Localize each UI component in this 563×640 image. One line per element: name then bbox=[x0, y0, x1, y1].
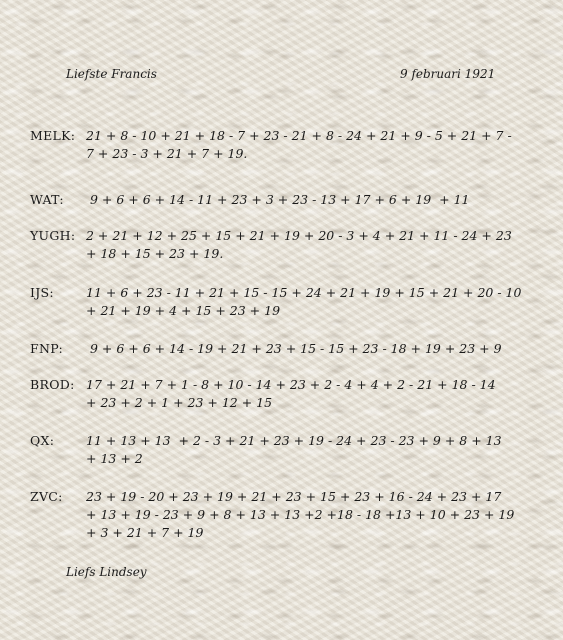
entry-row bbox=[30, 284, 540, 320]
letter-greeting: Liefste Francis bbox=[66, 67, 157, 81]
entry-value: 17 + 21 + 7 + 1 - 8 + 10 - 14 + 23 + 2 - 4 + 4 + 2 - 21 + 18 - 14 + 23 + 2 + 1 + 23 + 12 + 15 bbox=[86, 377, 496, 410]
entry-label: QX: bbox=[30, 433, 55, 448]
entry-value: 9 + 6 + 6 + 14 - 19 + 21 + 23 + 15 - 15 + 23 - 18 + 19 + 23 + 9 bbox=[86, 341, 502, 356]
letter-signoff: Liefs Lindsey bbox=[66, 565, 147, 579]
entry-label: IJS: bbox=[30, 285, 54, 300]
entry-row bbox=[30, 227, 540, 263]
entry-value: 9 + 6 + 6 + 14 - 11 + 23 + 3 + 23 - 13 + 17 + 6 + 19 + 11 bbox=[86, 192, 470, 207]
entry-label: WAT: bbox=[30, 192, 64, 207]
letter-date: 9 februari 1921 bbox=[400, 67, 496, 81]
entry-label: MELK: bbox=[30, 128, 76, 143]
entry-row bbox=[30, 340, 540, 358]
entry-value: 2 + 21 + 12 + 25 + 15 + 21 + 19 + 20 - 3 + 4 + 21 + 11 - 24 + 23 + 18 + 15 + 23 + 19. bbox=[86, 228, 512, 261]
entry-row bbox=[30, 376, 540, 412]
entry-value: 11 + 6 + 23 - 11 + 21 + 15 - 15 + 24 + 21 + 19 + 15 + 21 + 20 - 10 + 21 + 19 + 4 + 15 + 23 + 19 bbox=[86, 285, 522, 318]
entry-value: 11 + 13 + 13 + 2 - 3 + 21 + 23 + 19 - 24 + 23 - 23 + 9 + 8 + 13 + 13 + 2 bbox=[86, 433, 502, 466]
entry-value: 21 + 8 - 10 + 21 + 18 - 7 + 23 - 21 + 8 - 24 + 21 + 9 - 5 + 21 + 7 - 7 + 23 - 3 + 21 + 7 + 19. bbox=[86, 128, 512, 161]
entry-label: ZVC: bbox=[30, 489, 63, 504]
entry-row bbox=[30, 191, 540, 209]
entry-row bbox=[30, 432, 540, 468]
entry-label: BROD: bbox=[30, 377, 75, 392]
entry-row bbox=[30, 127, 540, 163]
entry-label: FNP: bbox=[30, 341, 63, 356]
entry-list bbox=[30, 127, 540, 542]
entry-value: 23 + 19 - 20 + 23 + 19 + 21 + 23 + 15 + 23 + 16 - 24 + 23 + 17 + 13 + 19 - 23 + 9 + 8 + 13 + 13 +2 +18 - 18 +13 + 10 + 23 + 19 + 3 + 21 + 7 + 19 bbox=[86, 489, 515, 540]
entry-row bbox=[30, 488, 540, 542]
entry-label: YUGH: bbox=[30, 228, 76, 243]
